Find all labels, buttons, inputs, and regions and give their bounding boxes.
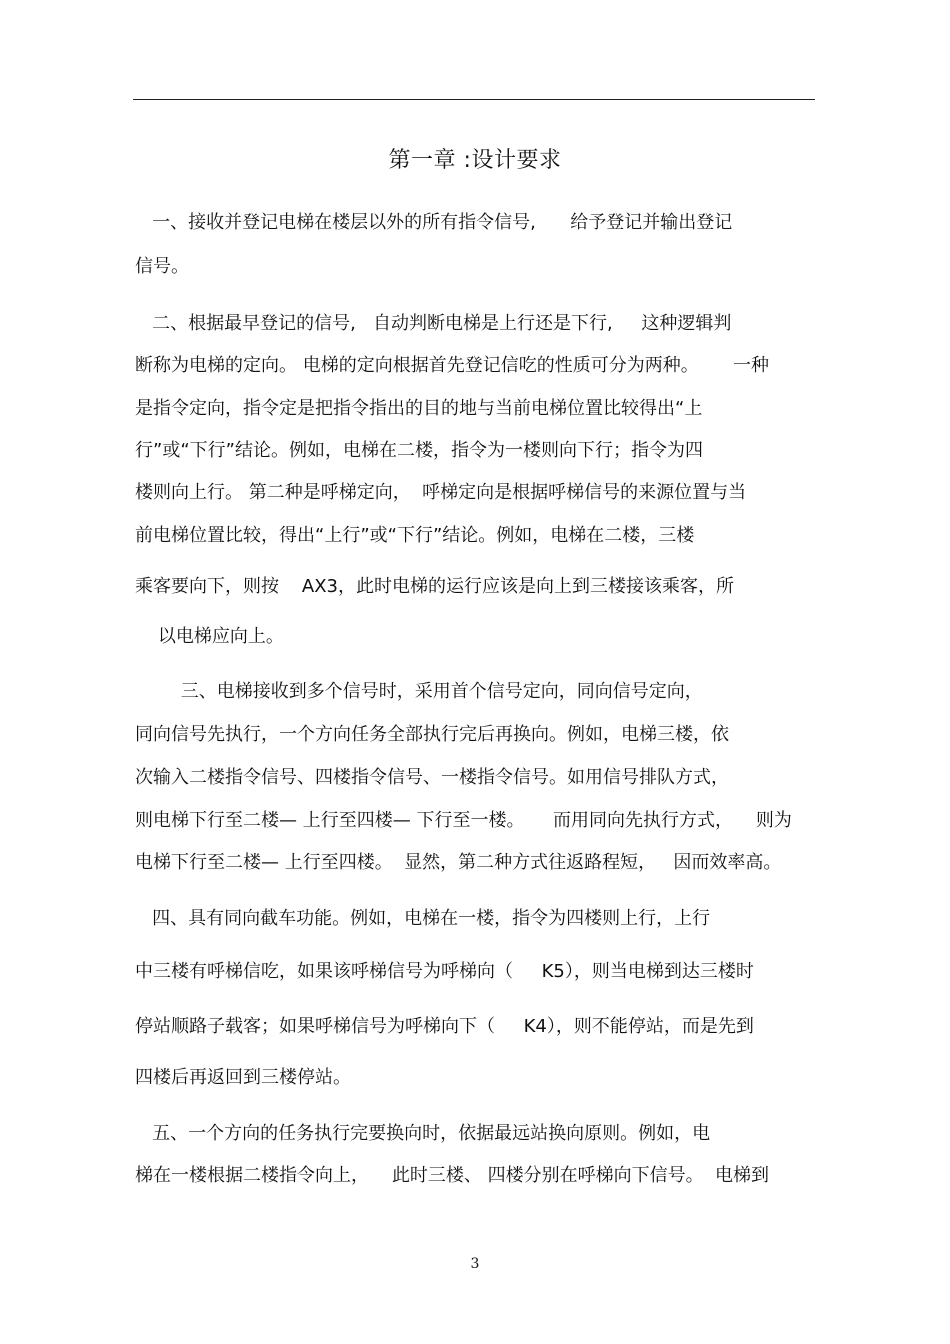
text-line: 楼则向上行。 第二种是呼梯定向， 呼梯定向是根据呼梯信号的来源位置与当 <box>135 482 747 503</box>
text-line: 四楼后再返回到三楼停站。 <box>135 1067 351 1088</box>
text-line: 以电梯应向上。 <box>135 626 284 647</box>
text-line: 二、根据最早登记的信号, 自动判断电梯是上行还是下行, 这种逻辑判 <box>135 313 732 334</box>
text-line: 断称为电梯的定向。 电梯的定向根据首先登记信吃的性质可分为两种。 一种 <box>135 355 770 376</box>
text-line: 中三楼有呼梯信吃，如果该呼梯信号为呼梯向（ K5），则当电梯到达三楼时 <box>135 961 754 982</box>
text-line: 同向信号先执行，一个方向任务全部执行完后再换向。例如，电梯三楼，依 <box>135 724 729 745</box>
header-rule <box>133 99 815 100</box>
text-line: 前电梯位置比较，得出“上行”或“下行”结论。例如，电梯在二楼，三楼 <box>135 525 695 546</box>
text-line: 行”或“下行”结论。例如，电梯在二楼，指令为一楼则向下行；指令为四 <box>135 440 703 461</box>
text-line: 乘客要向下，则按 AX3，此时电梯的运行应该是向上到三楼接该乘客，所 <box>135 576 734 597</box>
text-line: 一、接收并登记电梯在楼层以外的所有指令信号, 给予登记并输出登记 <box>135 212 733 233</box>
text-line: 三、电梯接收到多个信号时，采用首个信号定向，同向信号定向， <box>135 681 703 702</box>
text-line: 信号。 <box>135 256 189 277</box>
text-line: 则电梯下行至二楼— 上行至四楼— 下行至一楼。 而用同向先执行方式， 则为 <box>135 810 792 831</box>
text-line: 五、一个方向的任务执行完要换向时，依据最远站换向原则。例如，电 <box>135 1123 711 1144</box>
text-line: 四、具有同向截车功能。例如，电梯在一楼，指令为四楼则上行，上行 <box>135 908 711 929</box>
chapter-title: 第一章 :设计要求 <box>388 148 562 173</box>
text-line: 停站顺路子载客；如果呼梯信号为呼梯向下（ K4），则不能停站，而是先到 <box>135 1016 754 1037</box>
text-line: 是指令定向，指令定是把指令指出的目的地与当前电梯位置比较得出“上 <box>135 398 703 419</box>
page-number: 3 <box>470 1256 480 1272</box>
text-line: 次输入二楼指令信号、四楼指令信号、一楼指令信号。如用信号排队方式， <box>135 767 729 788</box>
text-line: 电梯下行至二楼— 上行至四楼。 显然，第二种方式往返路程短， 因而效率高。 <box>135 852 782 873</box>
text-line: 梯在一楼根据二楼指令向上， 此时三楼、 四楼分别在呼梯向下信号。 电梯到 <box>135 1165 770 1186</box>
